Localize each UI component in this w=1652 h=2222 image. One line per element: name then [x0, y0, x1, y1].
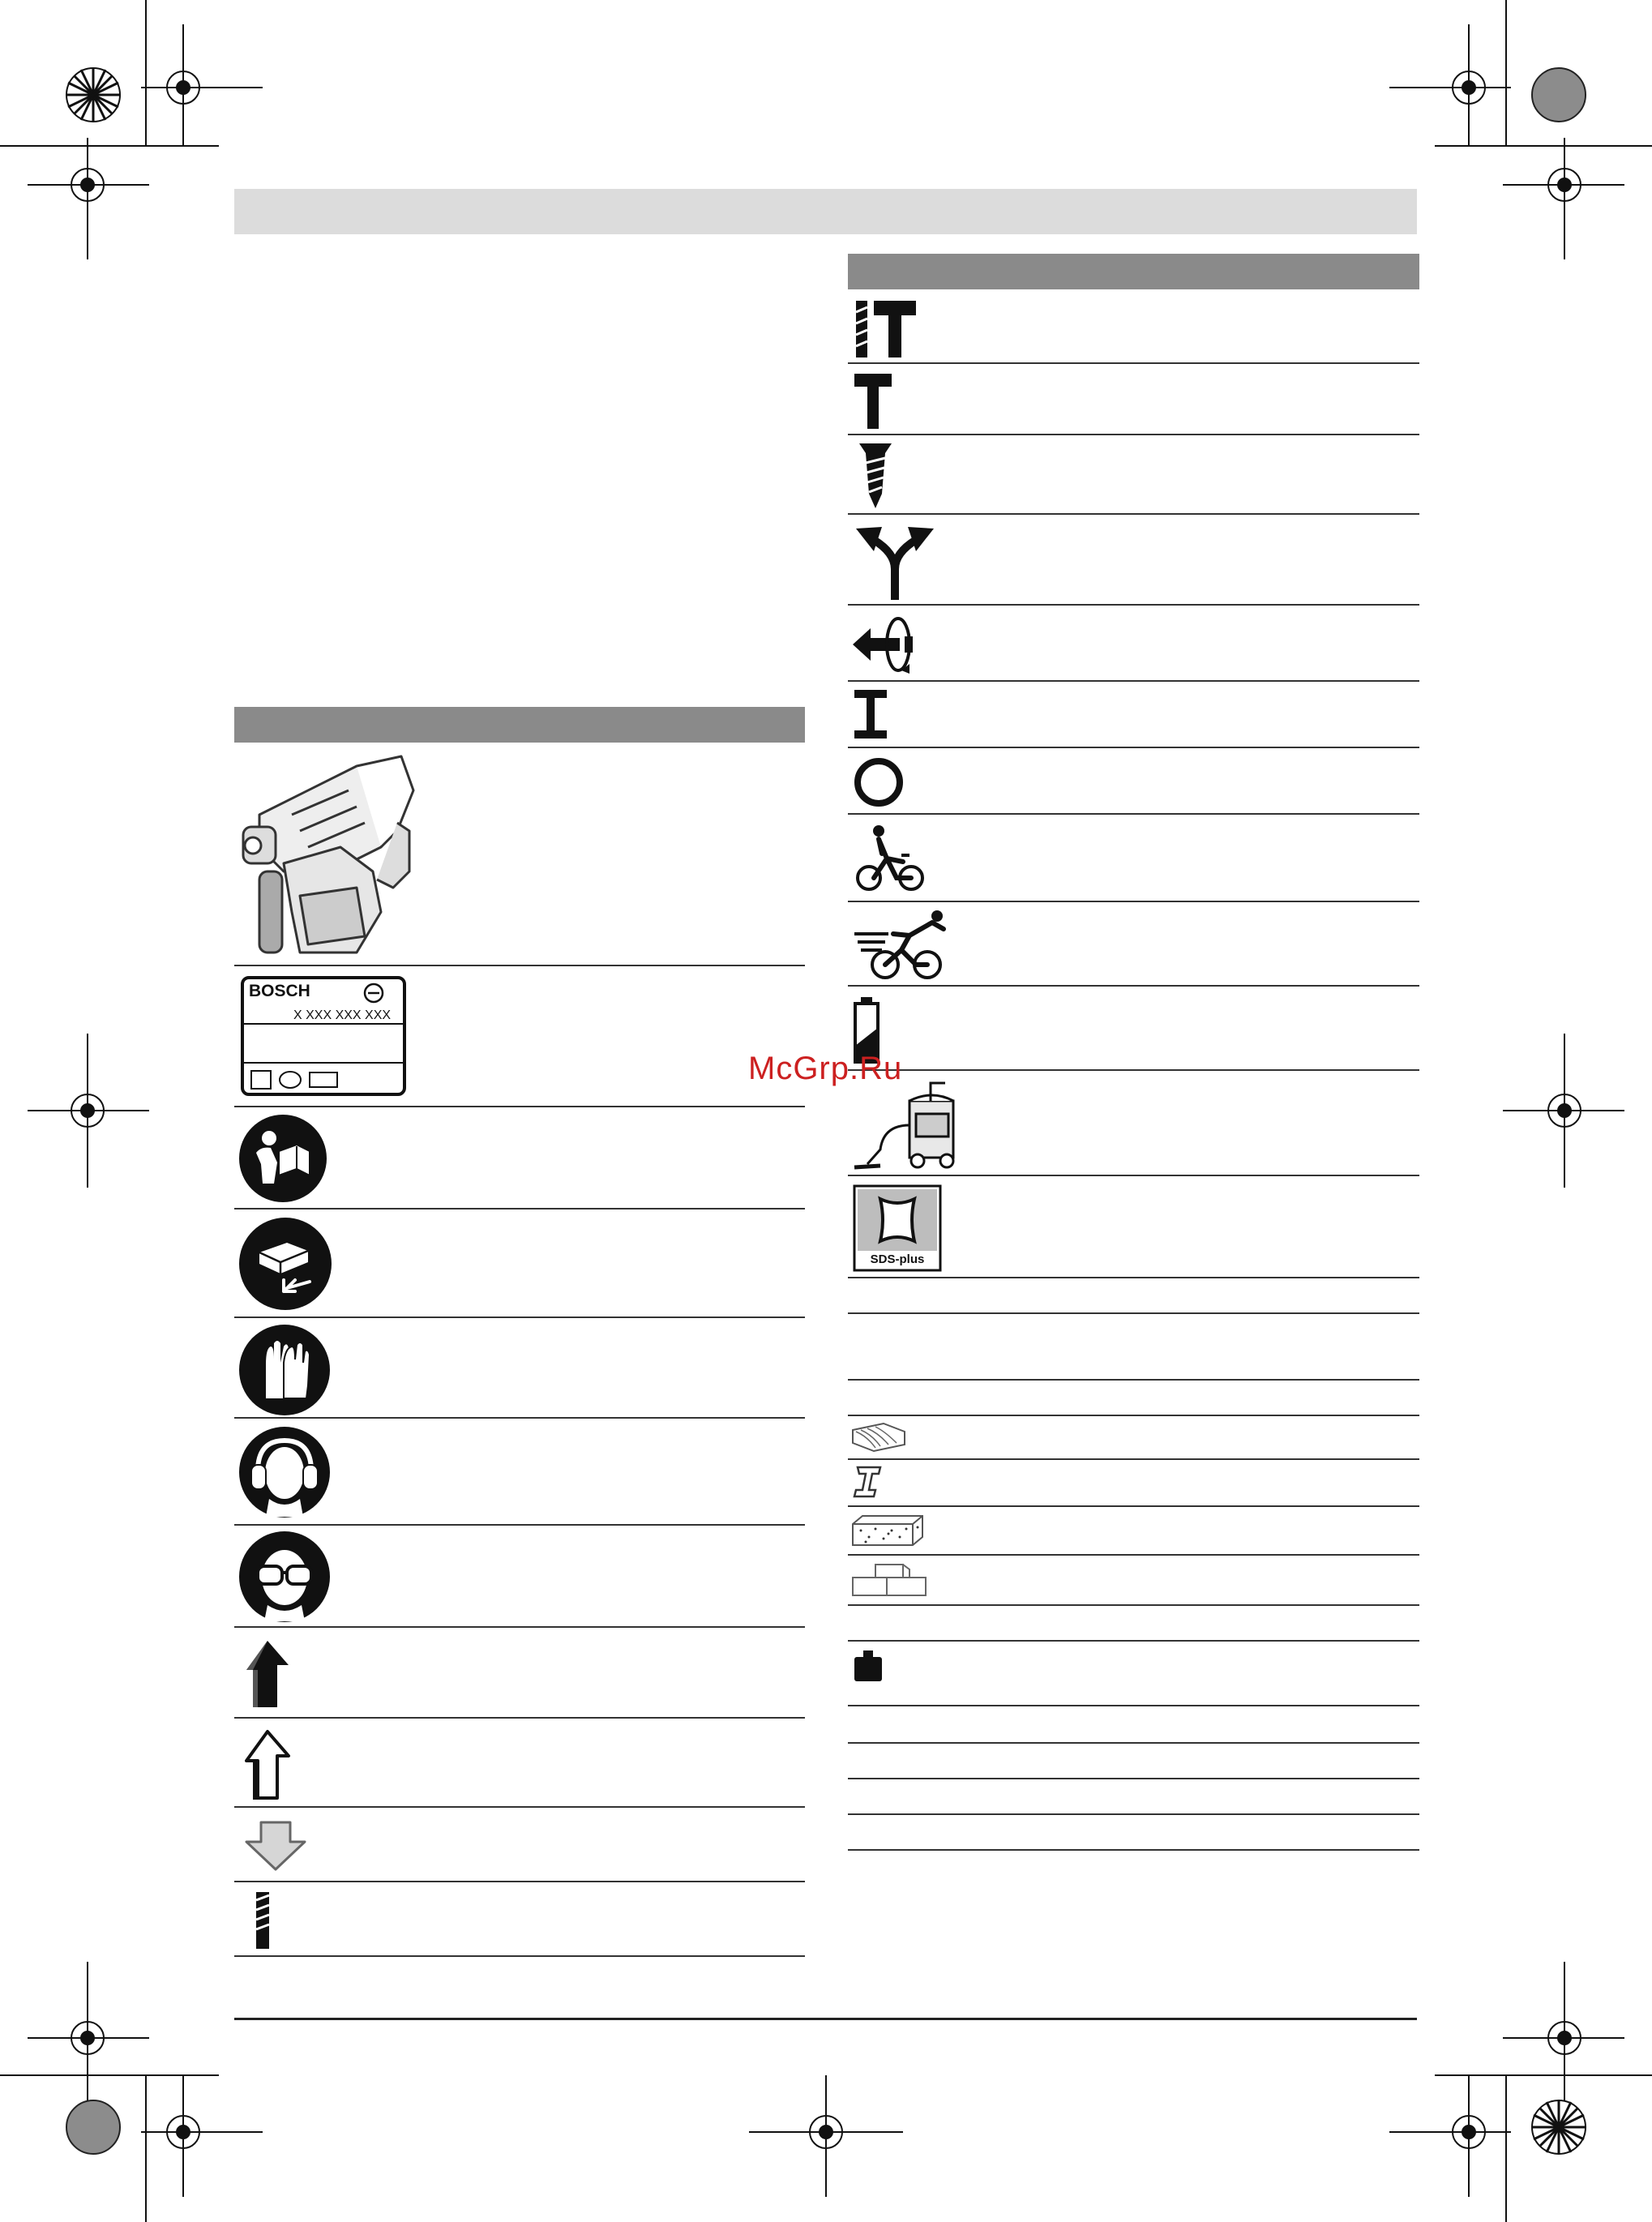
- drill-bit-icon: [253, 1890, 272, 1950]
- right-row-blank-1: [848, 1278, 1419, 1314]
- right-row-steel: [848, 1460, 1419, 1507]
- right-row-low-speed: [848, 815, 1419, 902]
- watermark: McGrp.Ru: [748, 1051, 903, 1086]
- sds-plus-label: SDS-plus: [870, 1252, 925, 1266]
- right-row-chiselling: [848, 364, 1419, 435]
- right-row-weight: [848, 1642, 1419, 1706]
- left-row-drill-bit: [234, 1882, 805, 1957]
- remove-battery-icon: [238, 1217, 332, 1311]
- chiselling-mode-icon: [853, 372, 893, 430]
- right-row-switch-off: [848, 748, 1419, 815]
- left-row-reaction-arrow: [234, 1808, 805, 1882]
- type-plate-serial: X XXX XXX XXX: [293, 1008, 392, 1022]
- type-plate-brand: BOSCH: [249, 982, 310, 1000]
- switch-on-icon: [853, 688, 888, 740]
- left-row-action-arrow-outline: [234, 1719, 805, 1808]
- action-arrow-filled-icon: [243, 1638, 292, 1710]
- right-row-hammer-drilling: [848, 289, 1419, 364]
- switch-off-icon: [853, 756, 905, 808]
- cordless-rotary-hammer-image: [235, 750, 422, 961]
- right-row-blank-8: [848, 1815, 1419, 1851]
- read-manual-icon: [238, 1114, 327, 1203]
- wear-ear-protection-icon: [238, 1426, 331, 1518]
- page-header-bar: [234, 189, 1417, 234]
- rotation-direction-icon: [851, 614, 916, 675]
- right-row-blank-2: [848, 1314, 1419, 1381]
- right-row-rotation-direction: [848, 606, 1419, 682]
- hammer-drilling-mode-icon: [853, 298, 918, 359]
- left-section-header: [234, 707, 805, 743]
- wear-gloves-icon: [238, 1324, 331, 1416]
- right-row-concrete: [848, 1507, 1419, 1556]
- right-row-blank-3: [848, 1381, 1419, 1416]
- right-row-blank-5: [848, 1706, 1419, 1744]
- screwdriving-mode-icon: [858, 442, 893, 510]
- low-speed-icon: [854, 821, 927, 894]
- right-row-screwdriving: [848, 435, 1419, 515]
- footer-rule: [234, 2018, 1417, 2020]
- right-row-blank-6: [848, 1744, 1419, 1779]
- left-row-action-arrow: [234, 1628, 805, 1719]
- direction-switch-icon: [850, 520, 940, 602]
- right-row-blank-4: [848, 1606, 1419, 1642]
- wood-material-icon: [851, 1420, 906, 1454]
- action-arrow-outline-icon: [243, 1728, 292, 1801]
- masonry-material-icon: [851, 1561, 929, 1599]
- weight-icon: [853, 1649, 884, 1683]
- dust-extractor-icon: [851, 1077, 960, 1174]
- right-row-battery: [848, 987, 1419, 1071]
- right-row-masonry: [848, 1556, 1419, 1606]
- right-section-header: [848, 254, 1419, 289]
- high-speed-icon: [853, 910, 953, 981]
- right-row-wood: [848, 1416, 1419, 1460]
- reaction-arrow-down-icon: [243, 1819, 308, 1873]
- wear-safety-glasses-icon: [238, 1531, 331, 1623]
- steel-material-icon: [853, 1466, 885, 1500]
- right-row-switch-on: [848, 682, 1419, 748]
- concrete-material-icon: [851, 1513, 924, 1548]
- right-row-blank-7: [848, 1779, 1419, 1815]
